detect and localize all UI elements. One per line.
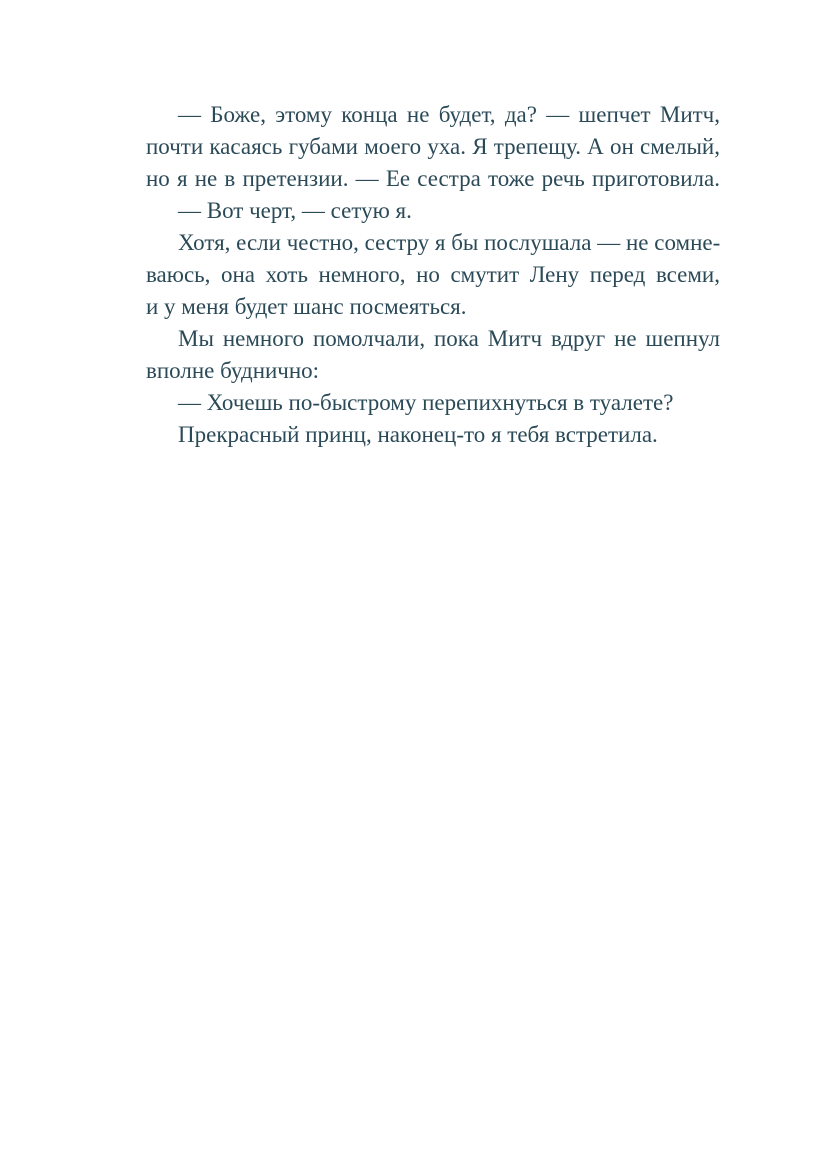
text-line: — Вот черт, — сетую я. xyxy=(178,198,412,223)
text-line: ваюсь, она хоть немного, но смутит Лену перед всеми, xyxy=(146,262,720,287)
text-line: но я не в претензии. — Ее сестра тоже речь приготовила. xyxy=(146,166,720,191)
body-text xyxy=(146,99,720,451)
text-line: и у меня будет шанс посмеяться. xyxy=(146,294,467,319)
text-line: Мы немного помолчали, пока Митч вдруг не шепнул xyxy=(178,326,720,351)
text-line: Прекрасный принц, наконец-то я тебя встретила. xyxy=(178,422,658,447)
text-line: — Хочешь по-быстрому перепихнуться в туалете? xyxy=(178,390,674,415)
text-line: почти касаясь губами моего уха. Я трепещу. А он смелый, xyxy=(146,134,720,159)
text-line: — Боже, этому конца не будет, да? — шепчет Митч, xyxy=(178,102,720,127)
text-line: вполне буднично: xyxy=(146,358,320,383)
text-line: Хотя, если честно, сестру я бы послушала — не сомне- xyxy=(178,230,721,255)
